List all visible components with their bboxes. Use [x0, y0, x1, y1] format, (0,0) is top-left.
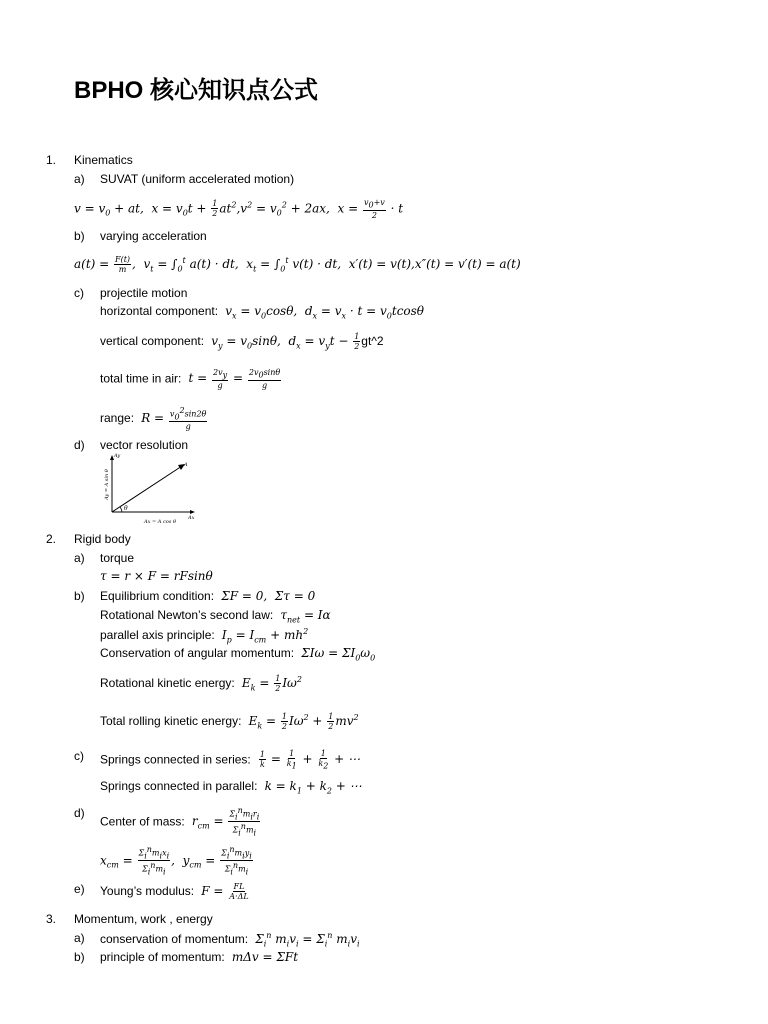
range-line: range: R = $\frac{v_0^2\sin 2\theta}{g}$ — [100, 406, 207, 432]
youngs-modulus-line: Young’s modulus: F = $\frac{FL}{A\cdot\Delta L}$ — [100, 882, 249, 901]
torque-equation: τ = r × F = rFsinθ — [100, 569, 213, 583]
rotational-newton-line: Rotational Newton’s second law: $\tau_{net} = I\alpha$ — [100, 608, 331, 625]
s1-b-label: varying acceleration — [100, 229, 207, 243]
vertical-component-tail: gt^2 — [361, 334, 384, 348]
horizontal-component-line: horizontal component: $v_x = v_0\cos\theta$, $d_x = v_x \cdot t = v_0tcos\theta$ — [100, 304, 425, 321]
vector-resolution-diagram — [100, 452, 200, 528]
section-1-number: 1. — [46, 153, 57, 167]
section-2-title: Rigid body — [74, 532, 131, 546]
parallel-axis-label: parallel axis principle: — [100, 628, 215, 642]
rolling-ke-label: Total rolling kinetic energy: — [100, 714, 242, 728]
springs-series-label: Springs connected in series: — [100, 752, 251, 767]
total-time-label: total time in air: — [100, 371, 182, 386]
theta-label: θ — [124, 505, 128, 512]
center-of-mass-components: $x_{cm}$ = $\frac{\Sigma_i^nm_ix_i}{\Sigma_i^nm_i}$ , $y_{cm}$ = $\frac{\Sigma_i^nm_iy_i}{\Sigma_i^nm_i}$ — [100, 845, 252, 877]
youngs-modulus-label: Young’s modulus: — [100, 884, 195, 898]
s1-d-letter: d) — [74, 438, 85, 452]
springs-parallel-line: Springs connected in parallel: $k = k_1 + k_2$ + ⋯ — [100, 779, 362, 796]
angular-momentum-line: Conservation of angular momentum: $\Sigma I\omega = \Sigma I_0\omega_0$ — [100, 646, 376, 663]
page-title: BPHO 核心知识点公式 — [74, 77, 319, 104]
s2-d-letter: d) — [74, 806, 85, 820]
parallel-axis-line: parallel axis principle: $I_p = I_{cm} + mh^2$ — [100, 627, 309, 645]
s2-a-letter: a) — [74, 551, 85, 565]
s2-c-letter: c) — [74, 749, 84, 763]
ay-label: Ay — [114, 453, 121, 459]
ax-label: Ax — [188, 515, 195, 521]
s3-b-letter: b) — [74, 950, 85, 964]
angular-momentum-label: Conservation of angular momentum: — [100, 646, 295, 660]
springs-parallel-label: Springs connected in parallel: — [100, 779, 258, 793]
s1-c-letter: c) — [74, 286, 84, 300]
suvat-equations: $v = v_0$ + at, $x = v_0t$ + $\frac{1}{2}$ $at^2,v^2 = v_0^2 + 2ax$, x = $\frac{v_0+v}{2}$ · t — [74, 198, 404, 220]
springs-series-line: Springs connected in series: $\frac{1}{k}$ = $\frac{1}{k_1}$ + $\frac{1}{k_2}$ + ⋯ — [100, 749, 360, 771]
s1-c-label: projectile motion — [100, 286, 188, 300]
x-axis-arrowhead — [190, 510, 195, 514]
rotational-newton-label: Rotational Newton’s second law: — [100, 608, 274, 622]
ax-expression: Ax = A cos θ — [144, 519, 176, 525]
section-1-title: Kinematics — [74, 153, 133, 167]
s1-a-label: SUVAT (uniform accelerated motion) — [100, 172, 295, 186]
vertical-component-line: vertical component: $v_y = v_0\sin\theta$, $d_x = v_yt$ − $\frac{1}{2}$ gt^2 — [100, 332, 384, 351]
theta-arc — [120, 507, 122, 512]
vertical-component-label: vertical component: — [100, 334, 205, 348]
s1-d-label: vector resolution — [100, 438, 189, 452]
s1-a-letter: a) — [74, 172, 85, 186]
rolling-ke-line: Total rolling kinetic energy: $E_k$ = $\frac{1}{2}$ $I\omega^2$ + $\frac{1}{2}$ $mv^2$ — [100, 712, 359, 731]
rotational-ke-line: Rotational kinetic energy: $E_k$ = $\frac{1}{2}$ $I\omega^2$ — [100, 674, 302, 693]
a-label: A — [184, 462, 188, 468]
section-2-number: 2. — [46, 532, 57, 546]
equilibrium-line: Equilibrium condition: ΣF = 0, Στ = 0 — [100, 589, 316, 603]
principle-momentum-label: principle of momentum: — [100, 950, 225, 964]
rotational-ke-label: Rotational kinetic energy: — [100, 676, 235, 690]
range-label: range: — [100, 411, 135, 426]
s2-b-letter: b) — [74, 589, 85, 603]
equilibrium-label: Equilibrium condition: — [100, 589, 215, 603]
center-of-mass-label: Center of mass: — [100, 814, 185, 829]
ay-expression: Ay = A sin θ — [104, 469, 110, 500]
section-3-title: Momentum, work , energy — [74, 912, 213, 926]
total-time-line: total time in air: t = $\frac{2v_y}{g}$ = $\frac{2v_0\sin\theta}{g}$ — [100, 368, 281, 390]
s1-b-letter: b) — [74, 229, 85, 243]
s2-e-letter: e) — [74, 882, 85, 896]
conservation-momentum-label: conservation of momentum: — [100, 932, 249, 946]
section-3-number: 3. — [46, 912, 57, 926]
s2-a-label: torque — [100, 551, 135, 565]
vector-a — [112, 466, 182, 512]
center-of-mass-line: Center of mass: $r_{cm}$ = $\frac{\Sigma_i^nm_ir_i}{\Sigma_i^nm_i}$ — [100, 806, 260, 838]
principle-momentum-line: principle of momentum: mΔv = ΣFt — [100, 950, 299, 964]
varying-acceleration-equations: a(t) = $\frac{F(t)}{m}$ , $v_t = \int_0^t$ a(t) · dt, $x_t = \int_0^t$ v(t) · dt, x′(t) = v(t),x″(t) = v′(t) = a(t) — [74, 255, 521, 274]
conservation-momentum-line: conservation of momentum: $\Sigma_i^n$ $m_iv_i = \Sigma_i^n$ $m_iv_i$ — [100, 931, 360, 949]
horizontal-component-label: horizontal component: — [100, 304, 219, 318]
s3-a-letter: a) — [74, 931, 85, 945]
